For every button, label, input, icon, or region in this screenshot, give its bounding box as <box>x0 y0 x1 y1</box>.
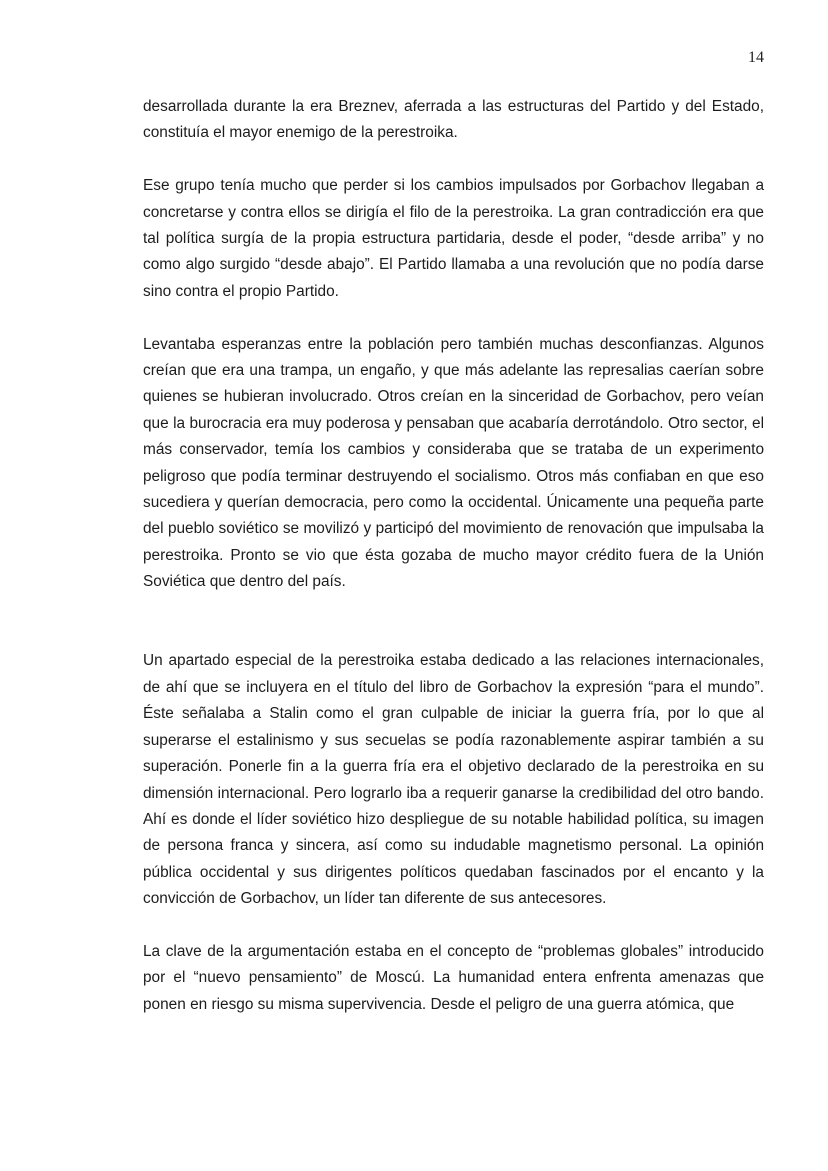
paragraph-4: Un apartado especial de la perestroika estaba dedicado a las relaciones internacionales, de ahí que se incluyera en el título del libro de Gorbachov la expresión “para el mundo”. Éste señalaba a Stalin como el gran culpable de iniciar la guerra fría, por lo que al superarse el estalinismo y sus secuelas se podía razonablemente aspirar también a su superación. Ponerle fin a la guerra fría era el objetivo declarado de la perestroika en su dimensión internacional. Pero lograrlo iba a requerir ganarse la credibilidad del otro bando. Ahí es donde el líder soviético hizo despliegue de su notable habilidad política, su imagen de persona franca y sincera, así como su indudable magnetismo personal. La opinión pública occidental y sus dirigentes políticos quedaban fascinados por el encanto y la convicción de Gorbachov, un líder tan diferente de sus antecesores. <box>143 652 764 908</box>
page-number: 14 <box>748 49 764 66</box>
document-body <box>143 94 764 1018</box>
paragraph-1: desarrollada durante la era Breznev, aferrada a las estructuras del Partido y del Estado, constituía el mayor enemigo de la perestroika. <box>143 98 764 142</box>
paragraph-3: Levantaba esperanzas entre la población pero también muchas desconfianzas. Algunos creían que era una trampa, un engaño, y que más adelante las represalias caerían sobre quienes se hubieran involucrado. Otros creían en la sinceridad de Gorbachov, pero veían que la burocracia era muy poderosa y pensaban que acabaría derrotándolo. Otro sector, el más conservador, temía los cambios y consideraba que se trataba de un experimento peligroso que podía terminar destruyendo el socialismo. Otros más confiaban en que eso sucediera y querían democracia, pero como la occidental. Únicamente una pequeña parte del pueblo soviético se movilizó y participó del movimiento de renovación que impulsaba la perestroika. Pronto se vio que ésta gozaba de mucho mayor crédito fuera de la Unión Soviética que dentro del país. <box>143 335 764 591</box>
paragraph-2: Ese grupo tenía mucho que perder si los cambios impulsados por Gorbachov llegaban a concretarse y contra ellos se dirigía el filo de la perestroika. La gran contradicción era que tal política surgía de la propia estructura partidaria, desde el poder, “desde arriba” y no como algo surgido “desde abajo”. El Partido llamaba a una revolución que no podía darse sino contra el propio Partido. <box>143 177 764 300</box>
paragraph-5: La clave de la argumentación estaba en el concepto de “problemas globales” introducido por el “nuevo pensamiento” de Moscú. La humanidad entera enfrenta amenazas que ponen en riesgo su misma supervivencia. Desde el peligro de una guerra atómica, que <box>143 942 764 1013</box>
